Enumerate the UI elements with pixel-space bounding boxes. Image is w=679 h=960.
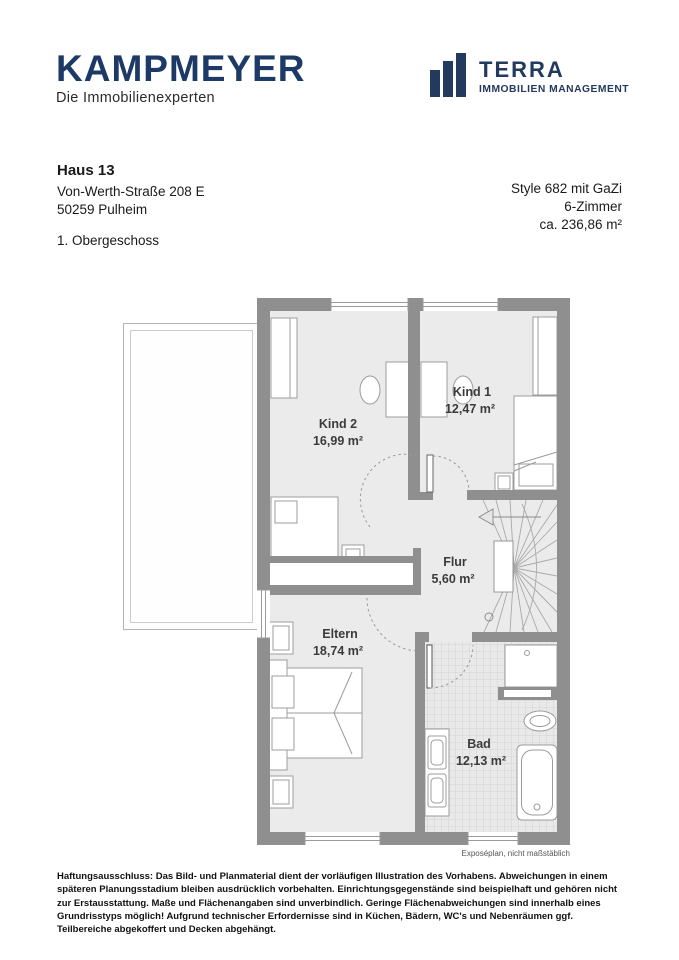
room-label-flur: Flur <box>443 555 467 569</box>
nightstand-icon-kind1 <box>495 473 513 492</box>
terra-subtitle: IMMOBILIEN MANAGEMENT <box>479 84 630 95</box>
floor-label: 1. Obergeschoss <box>57 233 160 248</box>
room-label-kind2: Kind 2 <box>318 417 358 431</box>
room-area-kind2: 16,99 m² <box>312 434 364 448</box>
kampmeyer-logo <box>56 50 306 106</box>
window-bottom-eltern <box>305 832 380 845</box>
bathtub-icon <box>517 745 557 820</box>
room-area-eltern: 18,74 m² <box>312 644 364 658</box>
plan-caption: Exposéplan, nicht maßstäblich <box>461 849 570 858</box>
floor-plan <box>110 290 580 860</box>
room-label-bad: Bad <box>467 737 491 751</box>
house-type-info <box>511 180 622 234</box>
room-area-flur: 5,60 m² <box>431 572 475 586</box>
house-title: Haus 13 <box>57 162 115 179</box>
door-leaf-kind1 <box>427 455 433 492</box>
total-area: ca. 236,86 m² <box>539 217 622 232</box>
washbasin-icon <box>524 711 556 731</box>
terra-logo-text: TERRA <box>479 57 565 82</box>
window-left <box>257 590 270 638</box>
room-label-eltern: Eltern <box>322 627 358 641</box>
double-sink-icon <box>425 729 449 816</box>
balcony-outline <box>124 324 260 630</box>
room-label-kind1: Kind 1 <box>452 385 492 399</box>
rooms-count: 6-Zimmer <box>564 199 622 214</box>
house-style: Style 682 mit GaZi <box>510 181 622 196</box>
window-top-1 <box>331 298 408 311</box>
kampmeyer-tagline: Die Immobilienexperten <box>56 90 215 106</box>
bed-icon-kind1 <box>514 396 557 490</box>
window-bottom-bad <box>468 832 518 845</box>
property-info <box>57 162 205 250</box>
terra-logo <box>430 53 629 97</box>
wardrobe-icon-kind1 <box>533 317 557 395</box>
wall-niche <box>504 690 551 697</box>
terra-bars-icon <box>430 53 469 97</box>
window-top-2 <box>423 298 498 311</box>
city: 50259 Pulheim <box>57 202 148 217</box>
room-area-bad: 12,13 m² <box>455 754 507 768</box>
disclaimer-text: Haftungsausschluss: Das Bild- und Planmaterial dient der vorläufigen Illustration des Vorhabens. Abweichungen in einem späteren Planungsstadium bleiben ausdrücklich vorbehalten. Einrichtungsgegenstände sind beispielhaft und gehören nicht zur Erstausstattung. Maße und Flächenangaben sind unverbindlich. Geringe Flächenabweichungen sind innerhalb eines Grundrisstyps möglich! Aufgrund technischer Erfordernisse sind in Küchen, Bädern, WC's und Nebenräumen ggf. Teilbereiche abgekoffert und Decken abgehängt. <box>57 871 618 936</box>
kampmeyer-logo-text: KAMPMEYER <box>56 48 306 89</box>
room-area-kind1: 12,47 m² <box>444 402 496 416</box>
street: Von-Werth-Straße 208 E <box>57 184 205 199</box>
wardrobe-icon-kind2 <box>271 318 297 398</box>
installation-shaft <box>270 563 413 585</box>
toilet-icon <box>505 645 557 687</box>
door-leaf-bad <box>427 645 432 688</box>
